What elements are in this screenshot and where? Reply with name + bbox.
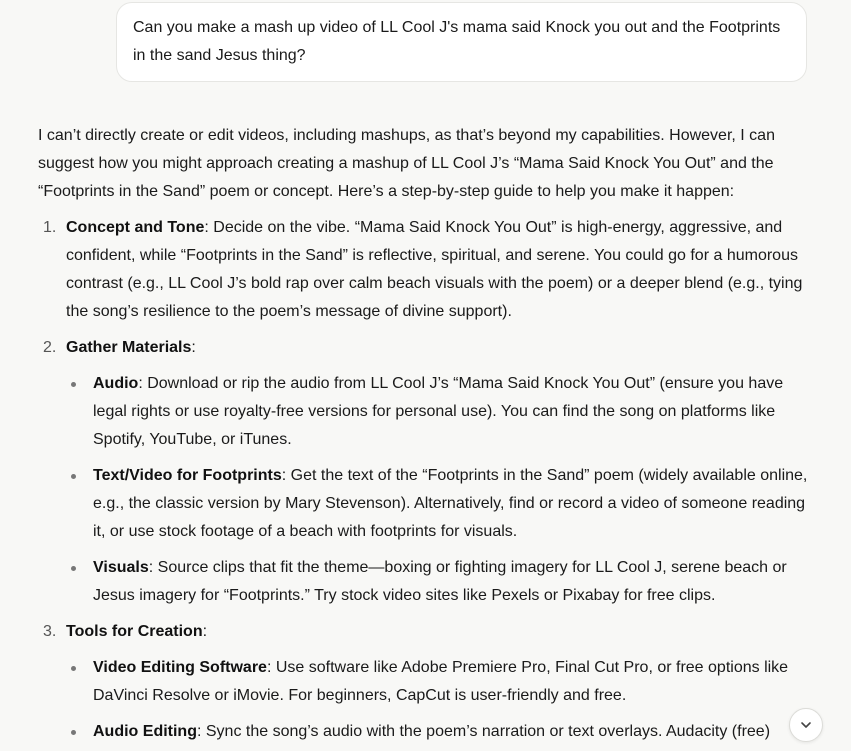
- assistant-response: [38, 122, 808, 751]
- sub-item-text: : Download or rip the audio from LL Cool J’s “Mama Said Knock You Out” (ensure you have legal rights or use royalty-free versions for personal use). You can find the song on platforms like Spotify, YouTube, or iTunes.: [93, 375, 784, 448]
- sub-item-text: : Sync the song’s audio with the poem’s narration or text overlays. Audacity (free): [196, 723, 771, 740]
- step-text: : Decide on the vibe. “Mama Said Knock You Out” is high-energy, aggressive, and confident, while “Footprints in the Sand” is reflective, spiritual, and serene. You could go for a humorous contrast (e.g., LL Cool J’s bold rap over calm beach visuals with the poem) or a deeper blend (e.g., tying the song’s resilience to the poem’s message of divine support).: [66, 219, 803, 320]
- scroll-to-bottom-button[interactable]: [789, 708, 823, 742]
- response-intro: I can’t directly create or edit videos, including mashups, as that’s beyond my capabilities. However, I can suggest how you might approach creating a mashup of LL Cool J’s “Mama Said Knock You Out” and the “Footprints in the Sand” poem or concept. Here’s a step-by-step guide to help you make it happen:: [38, 127, 775, 200]
- sub-item: [66, 718, 808, 746]
- sub-item-title: Video Editing Software: [93, 659, 267, 676]
- sub-item: [66, 654, 808, 710]
- bullet-icon: [71, 666, 76, 671]
- sub-item-title: Text/Video for Footprints: [93, 467, 282, 484]
- step-item: [38, 618, 808, 746]
- steps-list: [38, 214, 808, 746]
- step-text: :: [191, 339, 196, 356]
- step-title: Gather Materials: [66, 339, 192, 356]
- step-number: 2.: [43, 339, 57, 356]
- step-item: [38, 334, 808, 610]
- step-number: 1.: [43, 219, 57, 236]
- bullet-icon: [71, 474, 76, 479]
- sub-item-text: : Use software like Adobe Premiere Pro, Final Cut Pro, or free options like DaVinci Resolve or iMovie. For beginners, CapCut is user-friendly and free.: [93, 659, 789, 704]
- step-number: 3.: [43, 623, 57, 640]
- sub-item-title: Visuals: [93, 559, 149, 576]
- sub-item: [66, 370, 808, 454]
- bullet-icon: [71, 730, 76, 735]
- step-text: :: [202, 623, 208, 640]
- sub-item-text: : Get the text of the “Footprints in the Sand” poem (widely available online, e.g., the classic version by Mary Stevenson). Alternatively, find or record a video of someone reading it, or use stock footage of a beach with footprints for visuals.: [93, 467, 808, 540]
- user-message-bubble: [116, 2, 807, 82]
- step-title: Concept and Tone: [66, 219, 205, 236]
- chevron-down-icon: [799, 718, 813, 732]
- step-title: Tools for Creation: [66, 623, 203, 640]
- bullet-icon: [71, 566, 76, 571]
- sub-list: [66, 370, 808, 610]
- sub-item-text: : Source clips that fit the theme—boxing or fighting imagery for LL Cool J, serene beach or Jesus imagery for “Footprints.” Try stock video sites like Pexels or Pixabay for free clips.: [93, 559, 787, 604]
- sub-list: [66, 654, 808, 746]
- sub-item-title: Audio Editing: [93, 723, 197, 740]
- sub-item: [66, 462, 808, 546]
- user-message-text: Can you make a mash up video of LL Cool J's mama said Knock you out and the Footprints in the sand Jesus thing?: [133, 19, 781, 64]
- bullet-icon: [71, 382, 76, 387]
- step-item: [38, 214, 808, 326]
- sub-item: [66, 554, 808, 610]
- sub-item-title: Audio: [93, 375, 139, 392]
